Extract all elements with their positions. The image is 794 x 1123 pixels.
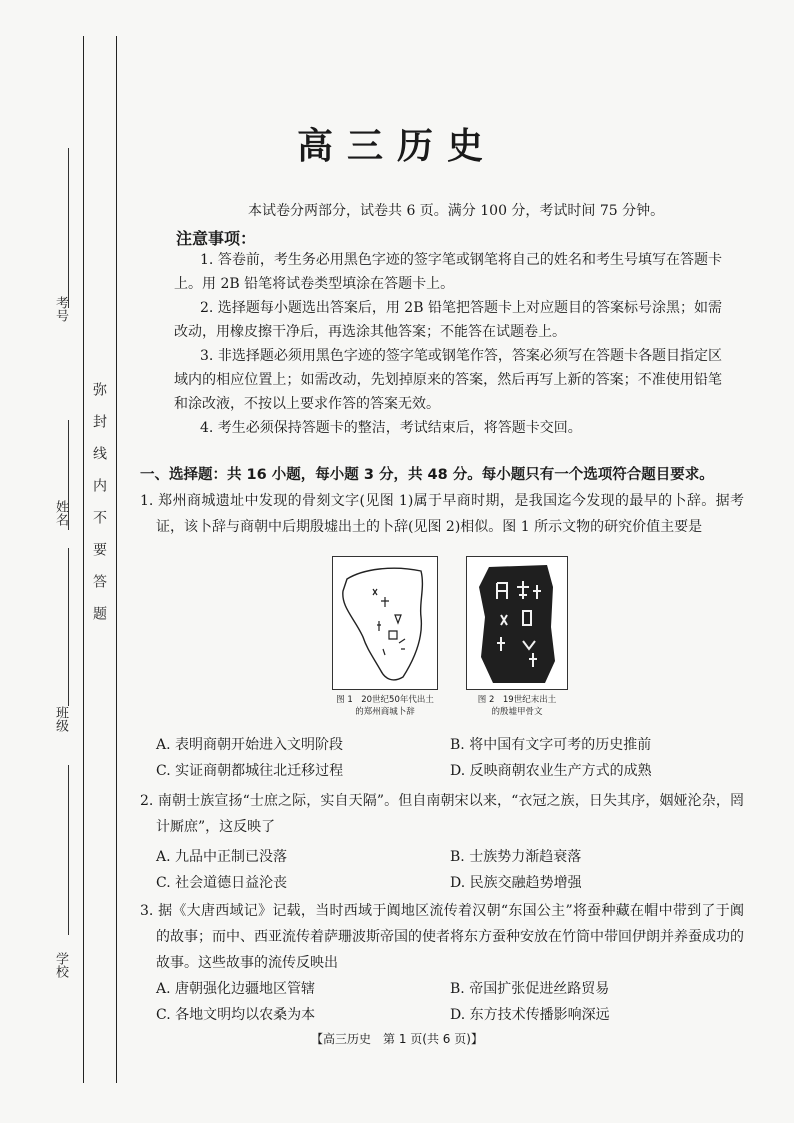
page-title: 高三历史 <box>296 125 497 167</box>
option-c[interactable]: C. 实证商朝都城往北迁移过程 <box>156 763 344 779</box>
page-footer: 【高三历史 第 1 页(共 6 页)】 <box>311 1032 483 1046</box>
option-c[interactable]: C. 社会道德日益沦丧 <box>156 875 288 891</box>
option-a[interactable]: A. 唐朝强化边疆地区管辖 <box>156 981 316 997</box>
figure-2 <box>466 556 568 718</box>
option-b[interactable]: B. 将中国有文字可考的历史推前 <box>450 737 652 753</box>
option-b[interactable]: B. 士族势力渐趋衰落 <box>450 849 582 865</box>
school-label: 学校 <box>53 952 68 978</box>
margin-line-outer <box>83 36 84 1083</box>
option-d[interactable]: D. 民族交融趋势增强 <box>450 875 582 891</box>
question-stem: 2. 南朝士族宣扬“士庶之际，实自天隔”。但自南朝宋以来，“衣冠之族，日失其序，姻娅沦杂，罔计厮庶”，这反映了 <box>140 793 744 835</box>
question-3 <box>140 898 744 1028</box>
question-2 <box>140 788 744 896</box>
class-label: 班级 <box>53 706 68 732</box>
exam-number-label: 考号 <box>53 296 68 322</box>
bone-inscription-drawing <box>333 557 437 689</box>
oracle-bone-drawing <box>467 557 567 689</box>
notice-list <box>174 248 722 440</box>
figure-2-caption: 图 2 19世纪末出土 的殷墟甲骨文 <box>477 695 557 717</box>
question-1 <box>140 488 744 540</box>
notice-item: 2. 选择题每小题选出答案后，用 2B 铅笔把答题卡上对应题目的答案标号涂黑；如需改动，用橡皮擦干净后，再选涂其他答案；不能答在试题卷上。 <box>174 300 722 340</box>
option-d[interactable]: D. 反映商朝农业生产方式的成熟 <box>450 763 652 779</box>
notice-heading: 注意事项： <box>176 229 257 248</box>
figure-2-image <box>466 556 568 690</box>
class-field[interactable] <box>68 548 69 706</box>
figure-1-image <box>332 556 438 690</box>
option-a[interactable]: A. 表明商朝开始进入文明阶段 <box>156 737 344 753</box>
name-label: 姓名 <box>53 500 68 526</box>
notice-item: 3. 非选择题必须用黑色字迹的签字笔或钢笔作答，答案必须写在答题卡各题目指定区域内的相应位置上；如需改动，先划掉原来的答案，然后再写上新的答案；不准使用铅笔和涂改液，不按以上要求作答的答案无效。 <box>174 348 722 412</box>
option-a[interactable]: A. 九品中正制已没落 <box>156 849 288 865</box>
figure-1 <box>332 556 438 718</box>
question-1-options <box>140 732 744 784</box>
school-field[interactable] <box>68 765 69 935</box>
notice-item: 1. 答卷前，考生务必用黑色字迹的签字笔或钢笔将自己的姓名和考生号填写在答题卡上。用 2B 铅笔将试卷类型填涂在答题卡上。 <box>174 252 722 292</box>
margin-line-inner <box>116 36 117 1083</box>
question-stem: 3. 据《大唐西域记》记载，当时西域于阗地区流传着汉朝“东国公主”将蚕种藏在帽中带到了于阗的故事；而中、西亚流传着萨珊波斯帝国的使者将东方蚕种安放在竹筒中带回伊朗并养蚕成功的故事。这些故事的流传反映出 <box>140 903 744 971</box>
notice-item: 4. 考生必须保持答题卡的整洁，考试结束后，将答题卡交回。 <box>200 420 582 436</box>
exam-intro: 本试卷分两部分，试卷共 6 页。满分 100 分，考试时间 75 分钟。 <box>248 203 665 219</box>
option-d[interactable]: D. 东方技术传播影响深远 <box>450 1007 610 1023</box>
seal-warning-text: 弥封线内不要答题 <box>91 382 107 638</box>
section-heading: 一、选择题：共 16 小题，每小题 3 分，共 48 分。每小题只有一个选项符合题目要求。 <box>140 467 714 483</box>
figure-1-caption: 图 1 20世纪50年代出土 的郑州商城卜辞 <box>336 695 434 717</box>
option-b[interactable]: B. 帝国扩张促进丝路贸易 <box>450 981 610 997</box>
question-stem: 1. 郑州商城遗址中发现的骨刻文字(见图 1)属于早商时期，是我国迄今发现的最早的卜辞。据考证，该卜辞与商朝中后期殷墟出土的卜辞(见图 2)相似。图 1 所示文物的研究价值主要是 <box>140 493 744 535</box>
exam-number-field[interactable] <box>68 148 69 308</box>
option-c[interactable]: C. 各地文明均以农桑为本 <box>156 1007 316 1023</box>
